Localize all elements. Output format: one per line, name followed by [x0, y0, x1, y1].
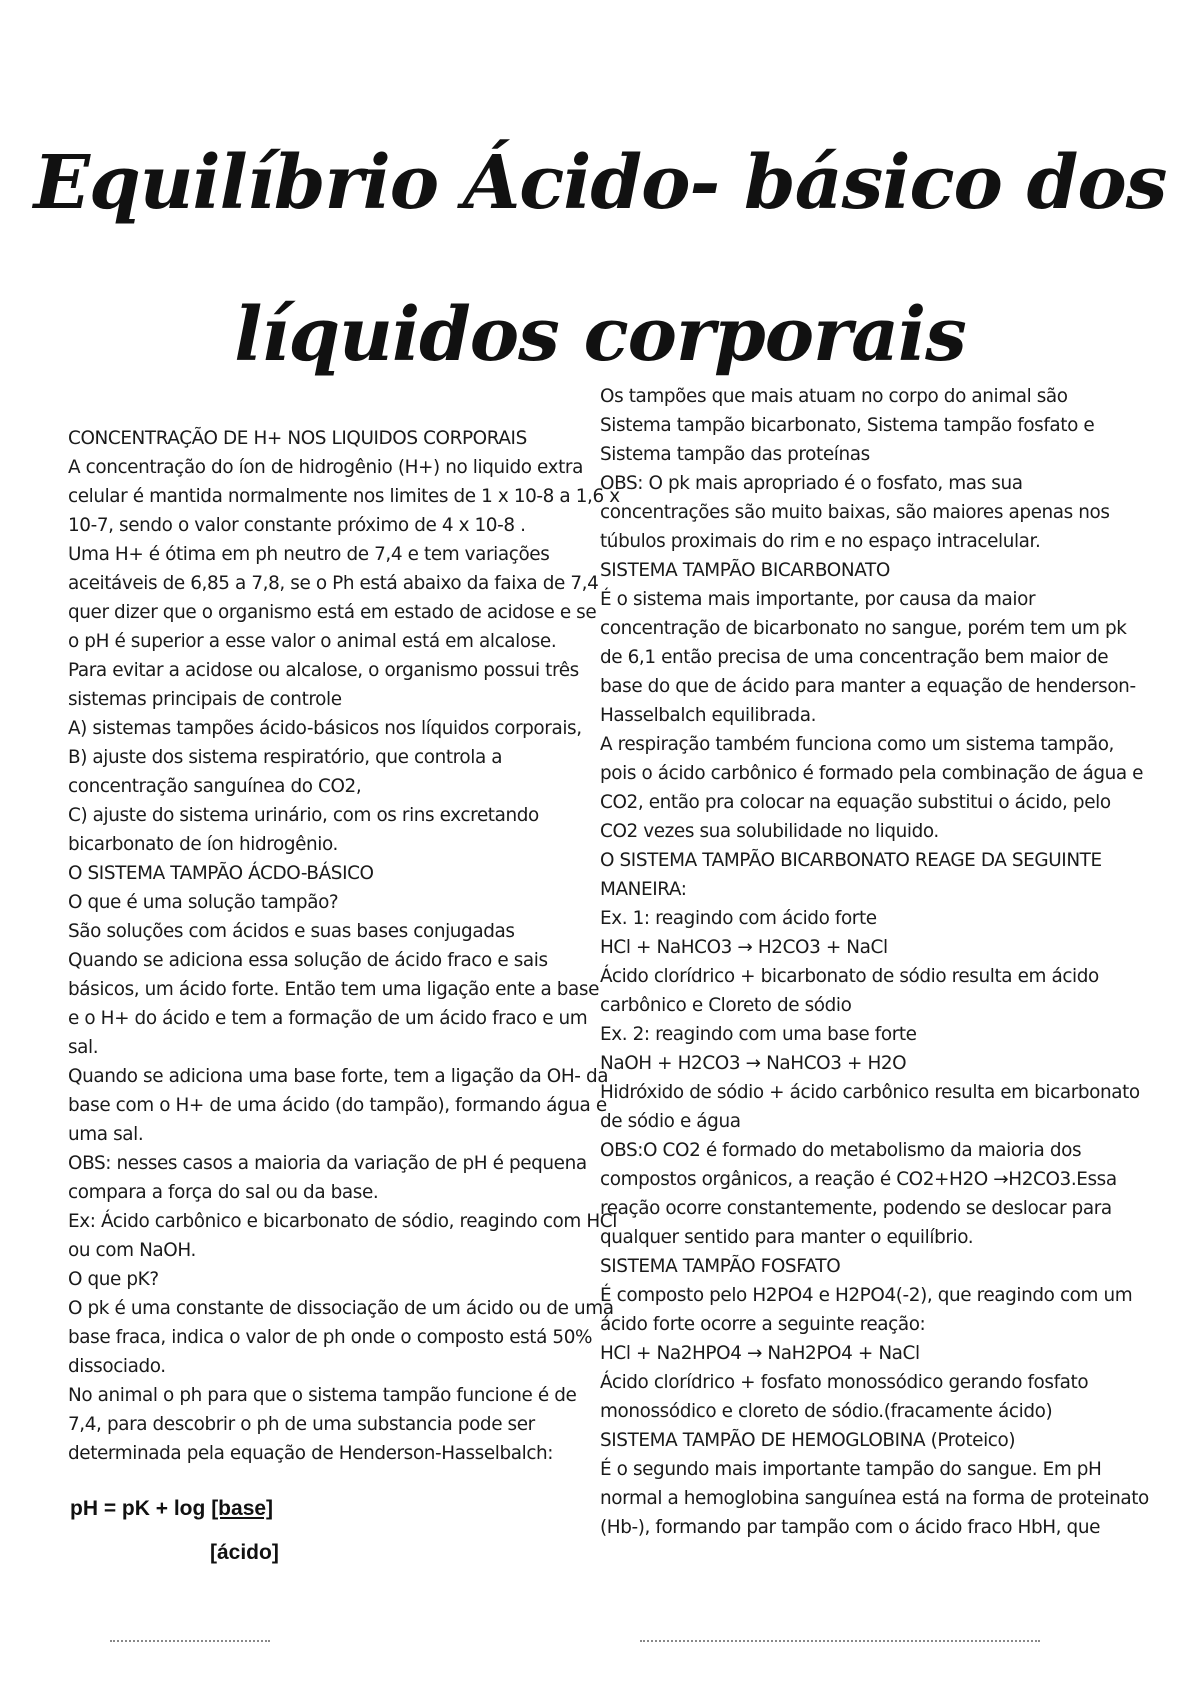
- formula-lhs: pH = pK + log: [70, 1497, 212, 1520]
- text-line: OBS: nesses casos a maioria da variação de pH é pequena: [68, 1153, 587, 1174]
- text-line: de 6,1 então precisa de uma concentração bem maior de: [600, 647, 1109, 668]
- page-title-line-1: Equilíbrio Ácido- básico dos: [33, 140, 1167, 226]
- text-line: compostos orgânicos, a reação é CO2+H2O →H2CO3.Essa: [600, 1169, 1117, 1190]
- text-line: carbônico e Cloreto de sódio: [600, 995, 852, 1016]
- text-line: Ex. 2: reagindo com uma base forte: [600, 1024, 917, 1045]
- text-line: concentração sanguínea do CO2,: [68, 776, 362, 797]
- text-line: ácido forte ocorre a seguinte reação:: [600, 1314, 926, 1335]
- text-line: celular é mantida normalmente nos limites de 1 x 10-8 a 1,6 x: [68, 486, 620, 507]
- text-line: É o segundo mais importante tampão do sangue. Em pH: [600, 1459, 1102, 1480]
- right-text-column: [600, 382, 1149, 1542]
- text-line: reação ocorre constantemente, podendo se deslocar para: [600, 1198, 1112, 1219]
- text-line: São soluções com ácidos e suas bases conjugadas: [68, 921, 515, 942]
- text-line: HCl + Na2HPO4 → NaH2PO4 + NaCl: [600, 1343, 920, 1364]
- formula-numerator: [base]: [211, 1497, 274, 1520]
- text-line: Ácido clorídrico + bicarbonato de sódio resulta em ácido: [600, 966, 1099, 987]
- text-line: OBS: O pk mais apropriado é o fosfato, mas sua: [600, 473, 1023, 494]
- text-line: B) ajuste dos sistema respiratório, que controla a: [68, 747, 503, 768]
- text-line: CONCENTRAÇÃO DE H+ NOS LIQUIDOS CORPORAIS: [68, 428, 527, 449]
- text-line: MANEIRA:: [600, 879, 687, 900]
- text-line: concentrações são muito baixas, são maiores apenas nos: [600, 502, 1110, 523]
- text-line: qualquer sentido para manter o equilíbrio.: [600, 1227, 974, 1248]
- text-line: O que pK?: [68, 1269, 159, 1290]
- text-line: (Hb-), formando par tampão com o ácido fraco HbH, que: [600, 1517, 1101, 1538]
- text-line: SISTEMA TAMPÃO BICARBONATO: [600, 560, 890, 581]
- text-line: o pH é superior a esse valor o animal está em alcalose.: [68, 631, 557, 652]
- text-line: Para evitar a acidose ou alcalose, o organismo possui três: [68, 660, 579, 681]
- text-line: Os tampões que mais atuam no corpo do animal são: [600, 386, 1068, 407]
- text-line: de sódio e água: [600, 1111, 741, 1132]
- text-line: monossódico e cloreto de sódio.(fracamente ácido): [600, 1401, 1053, 1422]
- text-line: compara a força do sal ou da base.: [68, 1182, 379, 1203]
- formula-denominator: [ácido]: [210, 1541, 279, 1564]
- text-line: Hidróxido de sódio + ácido carbônico resulta em bicarbonato: [600, 1082, 1140, 1103]
- text-line: NaOH + H2CO3 → NaHCO3 + H2O: [600, 1053, 907, 1074]
- text-line: O pk é uma constante de dissociação de um ácido ou de uma: [68, 1298, 614, 1319]
- cut-off-text-left: [110, 1640, 270, 1648]
- text-line: Hasselbalch equilibrada.: [600, 705, 817, 726]
- text-line: Sistema tampão das proteínas: [600, 444, 870, 465]
- text-line: e o H+ do ácido e tem a formação de um ácido fraco e um: [68, 1008, 588, 1029]
- text-line: sal.: [68, 1037, 99, 1058]
- text-line: bicarbonato de íon hidrogênio.: [68, 834, 338, 855]
- text-line: CO2 vezes sua solubilidade no liquido.: [600, 821, 939, 842]
- henderson-hasselbalch-formula: [70, 1497, 273, 1521]
- text-line: O SISTEMA TAMPÃO ÁCDO-BÁSICO: [68, 863, 374, 884]
- text-line: Uma H+ é ótima em ph neutro de 7,4 e tem variações: [68, 544, 550, 565]
- text-line: dissociado.: [68, 1356, 166, 1377]
- text-line: quer dizer que o organismo está em estado de acidose e se: [68, 602, 597, 623]
- cut-off-text-right: [640, 1640, 1040, 1648]
- text-line: pois o ácido carbônico é formado pela combinação de água e: [600, 763, 1144, 784]
- text-line: A concentração do íon de hidrogênio (H+) no liquido extra: [68, 457, 583, 478]
- text-line: básicos, um ácido forte. Então tem uma ligação ente a base: [68, 979, 600, 1000]
- text-line: aceitáveis de 6,85 a 7,8, se o Ph está abaixo da faixa de 7,4: [68, 573, 599, 594]
- text-line: Quando se adiciona essa solução de ácido fraco e sais: [68, 950, 548, 971]
- text-line: 10-7, sendo o valor constante próximo de 4 x 10-8 .: [68, 515, 526, 536]
- text-line: C) ajuste do sistema urinário, com os rins excretando: [68, 805, 539, 826]
- text-line: determinada pela equação de Henderson-Hasselbalch:: [68, 1443, 554, 1464]
- text-line: Ex: Ácido carbônico e bicarbonato de sódio, reagindo com HCl: [68, 1211, 617, 1232]
- text-line: A) sistemas tampões ácido-básicos nos líquidos corporais,: [68, 718, 582, 739]
- text-line: base com o H+ de uma ácido (do tampão), formando água e: [68, 1095, 607, 1116]
- text-line: sistemas principais de controle: [68, 689, 342, 710]
- left-text-column: [68, 424, 620, 1468]
- text-line: OBS:O CO2 é formado do metabolismo da maioria dos: [600, 1140, 1082, 1161]
- text-line: base fraca, indica o valor de ph onde o composto está 50%: [68, 1327, 593, 1348]
- text-line: Ex. 1: reagindo com ácido forte: [600, 908, 877, 929]
- text-line: Sistema tampão bicarbonato, Sistema tampão fosfato e: [600, 415, 1095, 436]
- text-line: 7,4, para descobrir o ph de uma substancia pode ser: [68, 1414, 535, 1435]
- text-line: HCl + NaHCO3 → H2CO3 + NaCl: [600, 937, 888, 958]
- text-line: No animal o ph para que o sistema tampão funcione é de: [68, 1385, 577, 1406]
- text-line: Quando se adiciona uma base forte, tem a ligação da OH- da: [68, 1066, 609, 1087]
- page-title-line-2: líquidos corporais: [234, 292, 966, 378]
- text-line: concentração de bicarbonato no sangue, porém tem um pk: [600, 618, 1127, 639]
- text-line: SISTEMA TAMPÃO DE HEMOGLOBINA (Proteico): [600, 1430, 1016, 1451]
- text-line: É o sistema mais importante, por causa da maior: [600, 589, 1036, 610]
- text-line: A respiração também funciona como um sistema tampão,: [600, 734, 1115, 755]
- text-line: ou com NaOH.: [68, 1240, 196, 1261]
- text-line: uma sal.: [68, 1124, 144, 1145]
- text-line: O que é uma solução tampão?: [68, 892, 339, 913]
- text-line: É composto pelo H2PO4 e H2PO4(-2), que reagindo com um: [600, 1285, 1133, 1306]
- text-line: normal a hemoglobina sanguínea está na forma de proteinato: [600, 1488, 1149, 1509]
- text-line: base do que de ácido para manter a equação de henderson-: [600, 676, 1136, 697]
- text-line: Ácido clorídrico + fosfato monossódico gerando fosfato: [600, 1372, 1089, 1393]
- text-line: SISTEMA TAMPÃO FOSFATO: [600, 1256, 841, 1277]
- text-line: túbulos proximais do rim e no espaço intracelular.: [600, 531, 1041, 552]
- text-line: O SISTEMA TAMPÃO BICARBONATO REAGE DA SEGUINTE: [600, 850, 1102, 871]
- text-line: CO2, então pra colocar na equação substitui o ácido, pelo: [600, 792, 1111, 813]
